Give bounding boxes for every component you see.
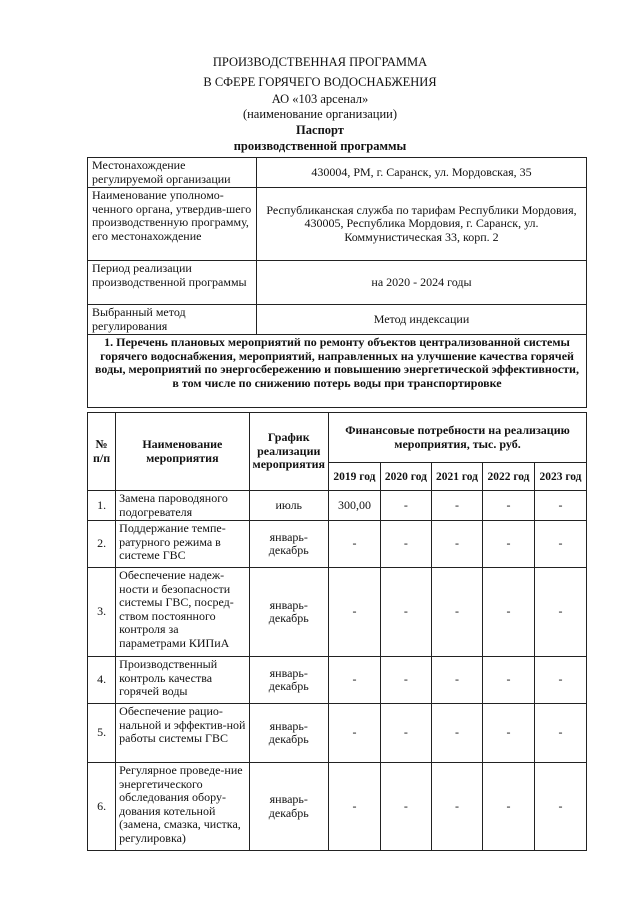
row-num: 4. xyxy=(88,657,116,704)
row-value: - xyxy=(380,491,431,521)
row-value: - xyxy=(534,704,586,763)
row-value: - xyxy=(329,521,381,568)
col-finance-header: Финансовые потребности на реализацию мероприятия, тыс. руб. xyxy=(329,413,587,463)
table-row xyxy=(88,657,587,704)
row-name: Производственный контроль качества горячей воды xyxy=(116,657,249,704)
row-value: - xyxy=(431,568,482,657)
authority-label: Наименование уполномо-ченного органа, утвердив-шего производственную программу, его местонахождение xyxy=(88,188,257,261)
col-num-header: № п/п xyxy=(88,413,116,491)
row-value: - xyxy=(380,763,431,851)
row-num: 3. xyxy=(88,568,116,657)
row-num: 2. xyxy=(88,521,116,568)
passport-subtitle: производственной программы xyxy=(233,139,407,153)
row-value: - xyxy=(482,491,534,521)
row-value: - xyxy=(380,521,431,568)
col-schedule-header: График реализации мероприятия xyxy=(249,413,328,491)
table-row xyxy=(88,521,587,568)
row-name: Обеспечение рацио-нальной и эффектив-ной работы системы ГВС xyxy=(116,704,249,763)
program-title-line1: ПРОИЗВОДСТВЕННАЯ ПРОГРАММА xyxy=(212,55,428,69)
section-title-row xyxy=(88,335,587,408)
location-label: Местонахождение регулируемой организации xyxy=(88,158,257,188)
row-name: Поддержание темпе-ратурного режима в системе ГВС xyxy=(116,521,249,568)
row-value: - xyxy=(380,568,431,657)
row-num: 6. xyxy=(88,763,116,851)
row-value: - xyxy=(534,568,586,657)
organization-caption: (наименование организации) xyxy=(242,107,398,121)
col-name-header: Наименование мероприятия xyxy=(116,413,249,491)
section-title: 1. Перечень плановых мероприятий по ремонту объектов централизованной системы горячего водоснабжения, мероприятий, направленных на улучшение качества горячей воды, мероприятий по энергосбережению и повышению энергетической эффективности, в том числе по снижению потерь воды при транспортировке xyxy=(88,335,587,408)
year-header: 2022 год xyxy=(482,463,534,491)
authority-value: Республиканская служба по тарифам Республики Мордовия, 430005, Республика Мордовия, г. Саранск, ул. Коммунистическая 33, корп. 2 xyxy=(257,188,587,261)
row-name: Обеспечение надеж-ности и безопасности системы ГВС, посред-ством постоянного контроля за параметрами КИПиА xyxy=(116,568,249,657)
row-value: - xyxy=(329,568,381,657)
year-header: 2020 год xyxy=(380,463,431,491)
row-value: - xyxy=(482,521,534,568)
row-value: - xyxy=(380,704,431,763)
table-row xyxy=(88,704,587,763)
passport-table xyxy=(87,157,587,408)
row-value: - xyxy=(534,491,586,521)
row-value: - xyxy=(482,657,534,704)
year-header: 2021 год xyxy=(431,463,482,491)
row-value: - xyxy=(431,491,482,521)
row-num: 5. xyxy=(88,704,116,763)
row-schedule: июль xyxy=(249,491,328,521)
measures-table xyxy=(87,412,587,851)
passport-row-location xyxy=(88,158,587,188)
row-value: - xyxy=(534,521,586,568)
row-schedule: январь-декабрь xyxy=(249,657,328,704)
period-value: на 2020 - 2024 годы xyxy=(257,261,587,305)
row-value: - xyxy=(329,657,381,704)
method-value: Метод индексации xyxy=(257,305,587,335)
row-schedule: январь-декабрь xyxy=(249,763,328,851)
passport-row-period xyxy=(88,261,587,305)
row-value: - xyxy=(534,657,586,704)
row-value: - xyxy=(431,763,482,851)
row-schedule: январь-декабрь xyxy=(249,521,328,568)
row-value: - xyxy=(380,657,431,704)
year-header: 2019 год xyxy=(329,463,381,491)
passport-row-authority xyxy=(88,188,587,261)
passport-title: Паспорт xyxy=(296,123,344,137)
row-value: - xyxy=(482,568,534,657)
row-schedule: январь-декабрь xyxy=(249,704,328,763)
row-value: - xyxy=(431,704,482,763)
method-label: Выбранный метод регулирования xyxy=(88,305,257,335)
organization-name: АО «103 арсенал» xyxy=(271,92,369,106)
passport-row-method xyxy=(88,305,587,335)
measures-header-row xyxy=(88,413,587,463)
row-value: - xyxy=(329,763,381,851)
row-value: - xyxy=(329,704,381,763)
period-label: Период реализации производственной программы xyxy=(88,261,257,305)
row-value: - xyxy=(431,657,482,704)
location-value: 430004, РМ, г. Саранск, ул. Мордовская, 35 xyxy=(257,158,587,188)
row-value: - xyxy=(482,763,534,851)
program-title-line2: В СФЕРЕ ГОРЯЧЕГО ВОДОСНАБЖЕНИЯ xyxy=(203,75,437,89)
row-schedule: январь-декабрь xyxy=(249,568,328,657)
table-row xyxy=(88,568,587,657)
row-name: Замена пароводяного подогревателя xyxy=(116,491,249,521)
row-num: 1. xyxy=(88,491,116,521)
table-row xyxy=(88,763,587,851)
row-value: - xyxy=(431,521,482,568)
table-row xyxy=(88,491,587,521)
row-value: - xyxy=(482,704,534,763)
row-value: - xyxy=(534,763,586,851)
year-header: 2023 год xyxy=(534,463,586,491)
row-value: 300,00 xyxy=(329,491,381,521)
document-header xyxy=(0,52,640,154)
row-name: Регулярное проведе-ние энергетического обследования обору-дования котельной (замена, смазка, чистка, регулировка) xyxy=(116,763,249,851)
